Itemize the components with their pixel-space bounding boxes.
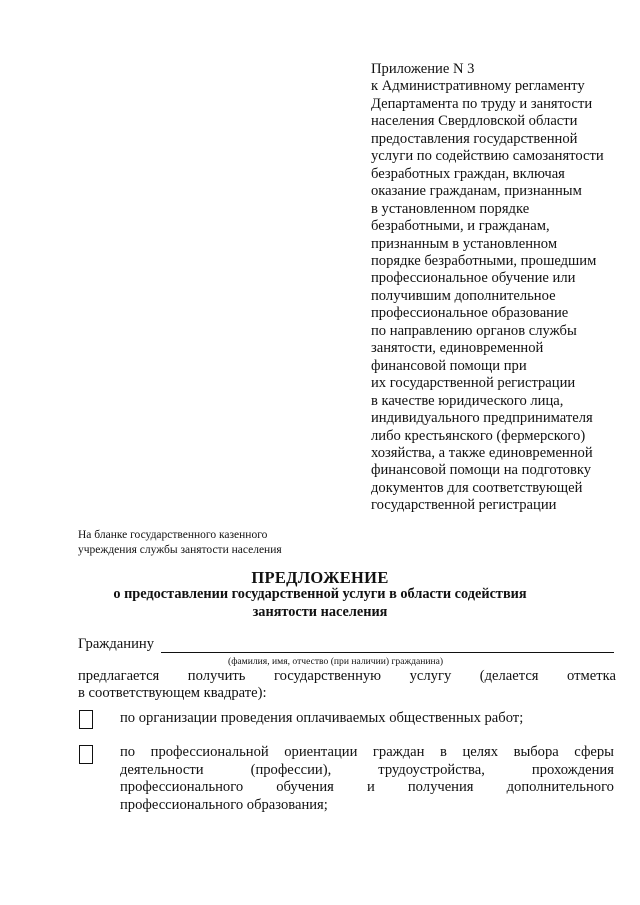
appendix-line: государственной регистрации <box>371 497 557 514</box>
option-word: получения <box>407 779 474 796</box>
appendix-line: предоставления государственной <box>371 130 578 147</box>
option-word: (профессии), <box>250 761 332 778</box>
appendix-line: их государственной регистрации <box>371 375 576 392</box>
appendix-line: населения Свердловской области <box>371 113 578 130</box>
letterhead-note-line: учреждения службы занятости населения <box>78 543 282 556</box>
option-word: трудоустройства, <box>378 761 485 778</box>
appendix-line: Департамента по труду и занятости <box>371 95 593 112</box>
option-word: сферы <box>574 744 614 760</box>
option-word: по <box>120 744 136 760</box>
public-works-checkbox[interactable] <box>79 710 93 729</box>
appendix-line: профессиональное образование <box>371 305 569 322</box>
option-line <box>120 744 614 762</box>
option-line: профессионального образования; <box>120 796 328 813</box>
option-word: профессионального <box>120 779 244 796</box>
document-title: ПРЕДЛОЖЕНИЕ <box>251 568 389 587</box>
offer-line-2: в соответствующем квадрате): <box>78 685 267 701</box>
offer-word: получить <box>187 668 246 684</box>
citizen-label: Гражданину <box>78 636 155 652</box>
option-word: в <box>440 744 447 760</box>
option-word: ориентации <box>284 744 358 760</box>
appendix-line: финансовой помощи на подготовку <box>371 462 592 479</box>
appendix-line: получившим дополнительное <box>371 287 556 304</box>
option-word: целях <box>462 744 499 760</box>
career-guidance-checkbox[interactable] <box>79 745 93 764</box>
letterhead-note-line: На бланке государственного казенного <box>78 529 268 541</box>
appendix-line: хозяйства, а также единовременной <box>371 444 593 461</box>
option-line <box>120 779 614 797</box>
appendix-line: к Административному регламенту <box>371 78 585 95</box>
appendix-line: в качестве юридического лица, <box>371 392 564 409</box>
appendix-line: финансовой помощи при <box>371 357 527 374</box>
letterhead-note <box>78 528 282 557</box>
option-word: прохождения <box>531 761 614 778</box>
offer-line <box>78 668 616 685</box>
appendix-line: занятости, единовременной <box>371 340 544 357</box>
option-word: граждан <box>372 744 425 760</box>
appendix-line: профессиональное обучение или <box>371 270 576 287</box>
document-subtitle <box>0 586 640 621</box>
appendix-line: услуги по содействию самозанятости <box>371 148 604 165</box>
option-word: деятельности <box>120 761 204 778</box>
subtitle-line: о предоставлении государственной услуги в области содействия <box>113 586 527 602</box>
option-word: обучения <box>276 779 334 796</box>
appendix-line: оказание гражданам, признанным <box>371 183 582 200</box>
offer-word: предлагается <box>78 668 160 684</box>
subtitle-line: занятости населения <box>252 603 388 620</box>
appendix-line: документов для соответствующей <box>371 479 583 496</box>
option-word: и <box>366 779 375 796</box>
offer-word: услугу <box>409 668 452 684</box>
option-word: выбора <box>513 744 559 760</box>
appendix-line: Приложение N 3 <box>371 61 475 77</box>
appendix-line: либо крестьянского (фермерского) <box>371 427 586 444</box>
option-word: дополнительного <box>506 779 614 796</box>
appendix-line: признанным в установленном <box>371 235 558 252</box>
appendix-line: безработными, и гражданам, <box>371 218 550 235</box>
appendix-line: по направлению органов службы <box>371 322 577 339</box>
citizen-name-field[interactable] <box>161 652 614 653</box>
appendix-line: порядке безработными, прошедшим <box>371 252 597 269</box>
offer-word: отметка <box>567 668 616 684</box>
appendix-block <box>371 61 633 515</box>
option-career-guidance <box>120 744 614 814</box>
appendix-line: безработных граждан, включая <box>371 165 565 182</box>
option-line <box>120 762 614 780</box>
option-line: по организации проведения оплачиваемых общественных работ; <box>120 710 524 726</box>
option-public-works <box>120 710 614 728</box>
appendix-line: индивидуального предпринимателя <box>371 410 593 427</box>
offer-word: (делается <box>479 668 539 684</box>
option-word: профессиональной <box>150 744 269 760</box>
appendix-line: в установленном порядке <box>371 200 530 217</box>
citizen-name-caption: (фамилия, имя, отчество (при наличии) гражданина) <box>228 656 444 667</box>
offer-word: государственную <box>273 668 382 684</box>
